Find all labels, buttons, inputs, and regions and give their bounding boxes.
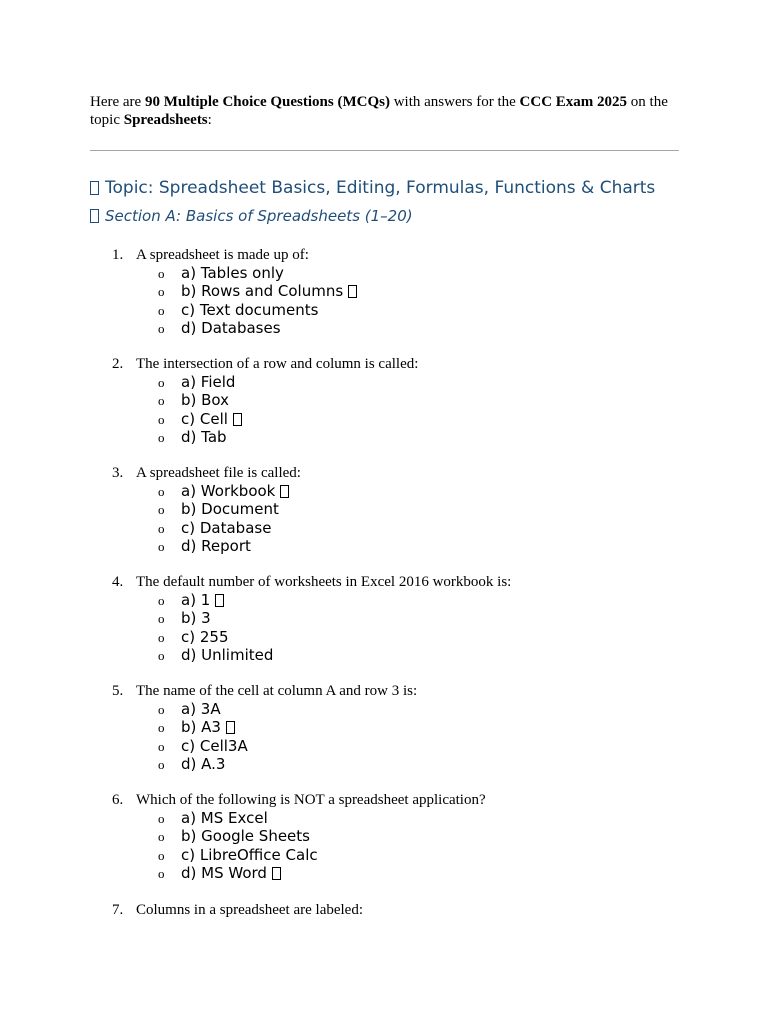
option-bullet: o bbox=[158, 593, 165, 608]
option-text bbox=[181, 519, 271, 537]
option-bullet: o bbox=[158, 375, 165, 390]
missing-glyph-icon bbox=[90, 209, 99, 223]
question-number: 3. bbox=[112, 465, 124, 481]
answer-option bbox=[0, 519, 700, 537]
option-text bbox=[181, 410, 242, 428]
option-bullet: o bbox=[158, 429, 165, 445]
question-number: 4. bbox=[112, 574, 124, 590]
question-text: Columns in a spreadsheet are labeled: bbox=[136, 902, 364, 918]
question-number: 1. bbox=[112, 247, 124, 263]
option-label: b) A3 bbox=[181, 718, 221, 737]
option-bullet: o bbox=[158, 520, 165, 536]
option-label: a) Workbook bbox=[181, 482, 276, 500]
option-text bbox=[181, 827, 310, 845]
intro-mcq-count: 90 Multiple Choice Questions (MCQs) bbox=[144, 94, 390, 110]
answer-option bbox=[0, 410, 700, 428]
answer-option bbox=[0, 646, 700, 664]
answer-option bbox=[0, 718, 700, 736]
question-number: 2. bbox=[112, 356, 124, 372]
option-label: c) LibreOffice Calc bbox=[181, 845, 318, 864]
option-label: b) Document bbox=[181, 500, 279, 519]
option-text bbox=[181, 319, 281, 337]
option-label: c) 255 bbox=[181, 627, 229, 646]
question-number: 7. bbox=[112, 902, 124, 918]
option-text bbox=[181, 537, 251, 555]
option-bullet: o bbox=[158, 393, 165, 409]
option-bullet: o bbox=[158, 720, 165, 736]
option-label: b) Rows and Columns bbox=[181, 282, 344, 301]
option-label: a) 1 bbox=[181, 591, 211, 609]
intro-exam-name: CCC Exam 2025 bbox=[519, 94, 628, 110]
option-bullet: o bbox=[158, 702, 165, 717]
intro-text: on the topic bbox=[90, 94, 668, 128]
section-heading bbox=[90, 207, 413, 226]
option-text bbox=[181, 628, 229, 646]
option-label: c) Cell bbox=[181, 409, 228, 428]
answer-option bbox=[0, 864, 700, 882]
answer-option bbox=[0, 737, 700, 755]
option-text bbox=[181, 609, 211, 627]
correct-answer-mark-icon bbox=[348, 285, 357, 298]
option-label: d) A.3 bbox=[181, 754, 226, 773]
answer-option bbox=[0, 500, 700, 518]
topic-heading-text: Topic: Spreadsheet Basics, Editing, Formulas, Functions & Charts bbox=[105, 178, 656, 198]
option-label: a) Field bbox=[181, 373, 236, 391]
answer-option bbox=[0, 373, 700, 391]
option-label: c) Text documents bbox=[181, 300, 319, 319]
question-text: The intersection of a row and column is called: bbox=[136, 356, 419, 372]
option-text bbox=[181, 391, 229, 409]
option-label: b) 3 bbox=[181, 609, 211, 628]
answer-option bbox=[0, 591, 700, 609]
option-label: b) Google Sheets bbox=[181, 827, 310, 846]
option-label: d) Unlimited bbox=[181, 645, 274, 664]
option-text bbox=[181, 428, 227, 446]
option-label: d) Report bbox=[181, 536, 251, 555]
option-text bbox=[181, 500, 279, 518]
option-label: d) Tab bbox=[181, 427, 227, 446]
correct-answer-mark-icon bbox=[272, 867, 281, 880]
option-bullet: o bbox=[158, 738, 165, 754]
question-text: A spreadsheet file is called: bbox=[136, 465, 301, 481]
option-label: c) Cell3A bbox=[181, 736, 248, 755]
intro-text: : bbox=[207, 112, 212, 128]
correct-answer-mark-icon bbox=[280, 485, 289, 498]
question-number: 5. bbox=[112, 683, 124, 699]
answer-option bbox=[0, 428, 700, 446]
answer-option bbox=[0, 609, 700, 627]
question-text: The name of the cell at column A and row 3 is: bbox=[136, 683, 418, 699]
intro-text: Here are bbox=[90, 94, 145, 110]
option-bullet: o bbox=[158, 865, 165, 881]
answer-option bbox=[0, 755, 700, 773]
option-bullet: o bbox=[158, 847, 165, 863]
option-bullet: o bbox=[158, 320, 165, 336]
correct-answer-mark-icon bbox=[226, 721, 235, 734]
intro-topic-name: Spreadsheets bbox=[123, 112, 208, 128]
correct-answer-mark-icon bbox=[233, 413, 242, 426]
option-label: a) 3A bbox=[181, 700, 221, 718]
option-bullet: o bbox=[158, 502, 165, 518]
question-number: 6. bbox=[112, 792, 124, 808]
option-bullet: o bbox=[158, 829, 165, 845]
option-bullet: o bbox=[158, 266, 165, 281]
option-label: d) Databases bbox=[181, 318, 281, 337]
section-heading-text: Section A: Basics of Spreadsheets (1–20) bbox=[105, 207, 413, 225]
option-text bbox=[181, 646, 273, 664]
option-label: d) MS Word bbox=[181, 863, 267, 882]
option-text bbox=[181, 809, 268, 827]
answer-option bbox=[0, 301, 700, 319]
option-text bbox=[181, 846, 318, 864]
answer-option bbox=[0, 700, 700, 718]
option-text bbox=[181, 864, 281, 882]
option-bullet: o bbox=[158, 647, 165, 663]
answer-option bbox=[0, 482, 700, 500]
answer-option bbox=[0, 282, 700, 300]
answer-option bbox=[0, 537, 700, 555]
question-text: Which of the following is NOT a spreadsheet application? bbox=[136, 792, 486, 808]
option-text bbox=[181, 301, 318, 319]
option-bullet: o bbox=[158, 411, 165, 427]
option-bullet: o bbox=[158, 811, 165, 826]
horizontal-divider bbox=[90, 150, 679, 151]
option-bullet: o bbox=[158, 284, 165, 300]
option-text bbox=[181, 700, 221, 718]
option-text bbox=[181, 737, 248, 755]
answer-option bbox=[0, 846, 700, 864]
question-text: A spreadsheet is made up of: bbox=[136, 247, 309, 263]
option-text bbox=[181, 755, 225, 773]
option-text bbox=[181, 373, 235, 391]
answer-option bbox=[0, 391, 700, 409]
option-bullet: o bbox=[158, 538, 165, 554]
answer-option bbox=[0, 628, 700, 646]
correct-answer-mark-icon bbox=[215, 594, 224, 607]
option-text bbox=[181, 282, 357, 300]
option-text bbox=[181, 264, 284, 282]
option-label: a) MS Excel bbox=[181, 809, 268, 827]
topic-heading bbox=[90, 177, 655, 199]
option-bullet: o bbox=[158, 484, 165, 499]
option-label: a) Tables only bbox=[181, 264, 284, 282]
option-bullet: o bbox=[158, 302, 165, 318]
option-text bbox=[181, 591, 224, 609]
missing-glyph-icon bbox=[90, 181, 99, 195]
answer-option bbox=[0, 319, 700, 337]
option-bullet: o bbox=[158, 629, 165, 645]
question-text: The default number of worksheets in Excel 2016 workbook is: bbox=[136, 574, 512, 590]
option-text bbox=[181, 718, 235, 736]
option-label: b) Box bbox=[181, 391, 230, 410]
option-bullet: o bbox=[158, 611, 165, 627]
answer-option bbox=[0, 827, 700, 845]
intro-text: with answers for the bbox=[389, 94, 520, 110]
answer-option bbox=[0, 264, 700, 282]
intro-paragraph bbox=[90, 93, 680, 129]
option-bullet: o bbox=[158, 756, 165, 772]
option-text bbox=[181, 482, 289, 500]
option-label: c) Database bbox=[181, 518, 272, 537]
answer-option bbox=[0, 809, 700, 827]
